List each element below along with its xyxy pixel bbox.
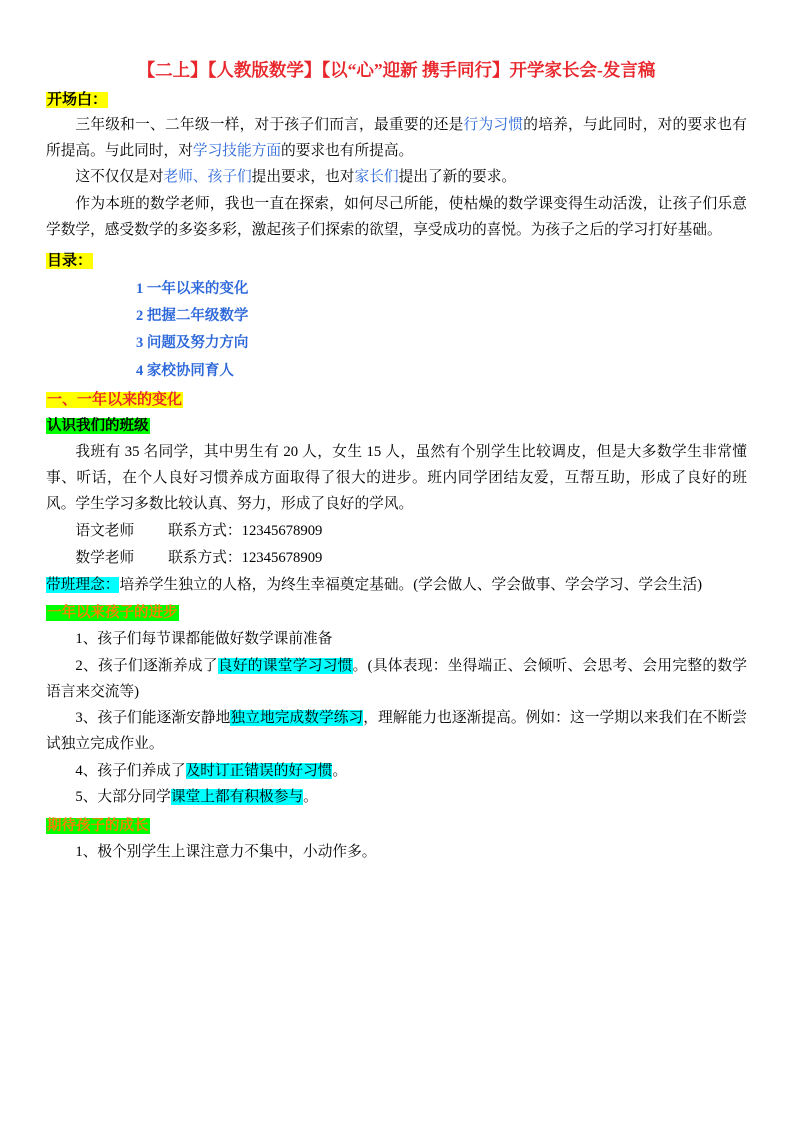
subheading-know-our-class-text: 认识我们的班级 [47,418,149,435]
heading-section-one-text: 一、一年以来的变化 [47,391,183,408]
subheading-expectation-text: 期待孩子的成长 [47,818,149,835]
text-run-highlight: 及时订正错误的好习惯 [185,762,333,779]
text-run: 3、孩子们能逐渐安静地 [75,710,231,727]
expectation-item-1: 1、极个别学生上课注意力不集中，小动作多。 [75,843,377,860]
toc-item-4[interactable]: 4 家校协同育人 [136,362,234,379]
heading-opening [46,89,747,112]
contact-label: 联系方式： [168,550,242,567]
text-run-link: 行为习惯 [463,117,524,133]
contact-row-chinese-teacher [46,518,747,545]
text-run-highlight: 独立地完成数学练习 [230,710,364,727]
progress-item-5 [46,785,747,811]
heading-section-one [46,389,747,412]
heading-opening-text: 开场白： [47,91,108,108]
philosophy-text: 培养学生独立的人格，为终生幸福奠定基础。(学会做人、学会做事、学会学习、学会生活) [119,576,703,593]
progress-item-3 [46,706,747,757]
subheading-know-our-class [46,416,747,438]
text-run: 2、孩子们逐渐养成了 [75,657,218,674]
text-run: 4、孩子们养成了 [75,762,186,779]
text-run: 的要求也有所提高。 [281,142,414,159]
contact-role: 数学老师 [75,550,135,567]
text-run: 5、大部分同学 [75,789,171,806]
text-run: 提出了新的要求。 [398,169,517,186]
text-run: 。(具体表现：坐得端正、会倾听、会思考、会用完整的数学语言来交流等) [46,657,747,700]
text-run: 这不仅仅是对 [75,169,164,186]
text-run: 三年级和一、二年级一样，对于孩子们而言，最重要的还是 [75,117,464,133]
text-run-highlight: 良好的课堂学习习惯 [217,657,353,674]
opening-paragraph-2 [46,165,747,191]
progress-item-1: 1、孩子们每节课都能做好数学课前准备 [75,631,333,648]
text-run-link: 老师、孩子们 [163,169,252,186]
contact-label: 联系方式： [168,523,242,540]
progress-item-4 [46,759,747,785]
subheading-progress-text: 一年以来孩子的进步 [47,605,178,622]
toc-item-2[interactable]: 2 把握二年级数学 [136,308,249,325]
text-run: 提出要求，也对 [251,169,355,186]
text-run: 。 [332,762,348,779]
subheading-progress [46,603,747,625]
philosophy-paragraph [46,573,747,599]
class-intro-paragraph: 我班有 35 名同学，其中男生有 20 人，女生 15 人，虽然有个别学生比较调皮，但是大多数学生非常懂事、听话，在个人良好习惯养成方面取得了很大的进步。班内同学团结友爱，互帮互助，形成了良好的班风。学生学习多数比较认真、努力，形成了良好的学风。 [46,444,747,512]
toc-item-3[interactable]: 3 问题及努力方向 [136,335,249,352]
toc-item-1[interactable]: 1 一年以来的变化 [136,281,249,298]
contact-role: 语文老师 [75,523,135,540]
text-run: 的培养，与此同时，对的要求也有所提高。与此同时，对 [46,117,747,159]
text-run-link: 学习技能方面 [192,142,282,159]
progress-item-2 [46,654,747,705]
opening-paragraph-1 [46,113,747,164]
text-run-highlight: 课堂上都有积极参与 [170,789,304,806]
text-run-link: 家长们 [354,169,399,186]
heading-toc [46,250,747,273]
heading-toc-text: 目录： [47,252,93,269]
contact-row-math-teacher [46,545,747,572]
contact-value: 12345678909 [241,550,323,567]
philosophy-label: 带班理念： [46,576,120,593]
page-title: 【二上】【人教版数学】【以“心”迎新 携手同行】开学家长会-发言稿 [137,60,656,80]
text-run: 。 [303,789,318,806]
text-run: ，理解能力也逐渐提高。例如：这一学期以来我们在不断尝试独立完成作业。 [46,710,747,752]
contact-value: 12345678909 [241,523,323,540]
opening-paragraph-3: 作为本班的数学老师，我也一直在探索，如何尽己所能，使枯燥的数学课变得生动活泼，让孩子们乐意学数学，感受数学的多姿多彩，激起孩子们探索的欲望，享受成功的喜悦。为孩子之后的学习打好基础。 [46,196,747,238]
subheading-expectation [46,816,747,838]
